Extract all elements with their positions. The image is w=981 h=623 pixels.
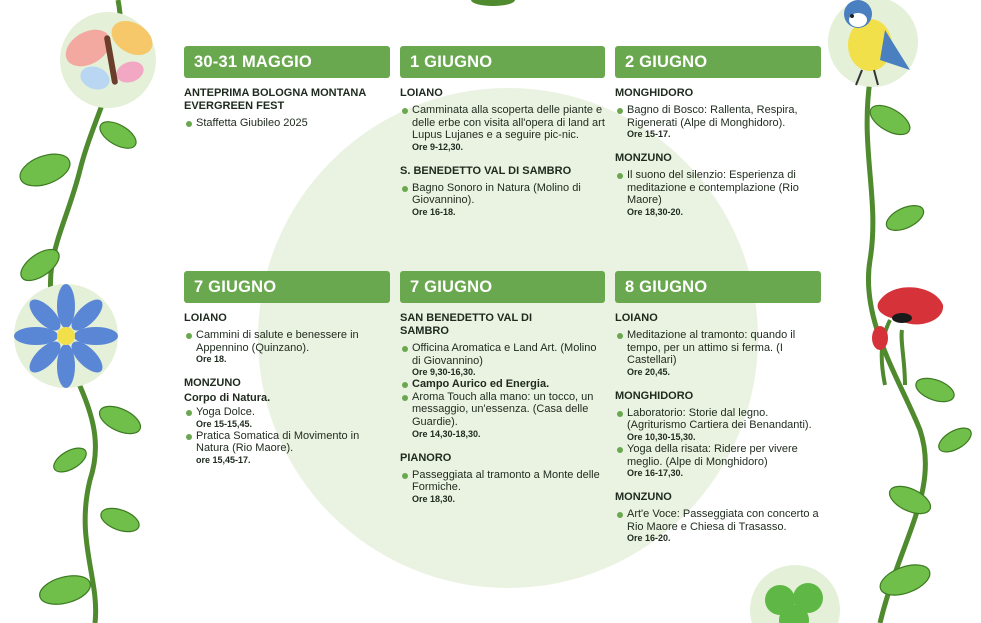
event-list (184, 430, 390, 455)
day-header: 30-31 MAGGIO (184, 46, 390, 78)
bird-icon (844, 0, 910, 85)
event-time: Ore 10,30-15,30. (627, 431, 696, 442)
event-time: Ore 15-15,45. (196, 418, 253, 429)
vine-icon (50, 0, 120, 623)
event-time: Ore 14,30-18,30. (412, 428, 481, 439)
location-name: LOIANO (184, 312, 227, 324)
event-list (184, 117, 390, 130)
event-time: Ore 18. (196, 354, 227, 365)
event-list (400, 469, 605, 494)
location-name: MONZUNO (615, 152, 672, 165)
event-item: Art'e Voce: Passeggiata con concerto a Rio Maore e Chiesa di Trasasso. (615, 508, 821, 533)
event-item: Officina Aromatica e Land Art. (Molino di Giovannino) (400, 342, 605, 367)
event-time: Ore 16-20. (627, 533, 671, 544)
event-list (400, 378, 605, 428)
location-name: MONGHIDORO (615, 389, 694, 402)
event-list (615, 508, 821, 533)
day-header: 7 GIUGNO (184, 271, 390, 303)
location-name: PIANORO (400, 451, 452, 464)
event-item: Staffetta Giubileo 2025 (184, 117, 390, 130)
day-block-2-giugno (615, 46, 821, 218)
location-name: MONZUNO (615, 491, 672, 504)
location-name: MONZUNO (184, 377, 241, 390)
day-block-30-31-maggio (184, 46, 390, 130)
event-list (615, 329, 821, 367)
event-list (615, 104, 821, 129)
event-item: Meditazione al tramonto: quando il tempo, per un attimo si ferma. (I Castellari) (615, 329, 821, 367)
event-item: Campo Aurico ed Energia. (400, 378, 605, 391)
location-name: LOIANO (615, 312, 658, 324)
event-list (400, 182, 605, 207)
event-item: Bagno Sonoro in Natura (Molino di Giovannino). (400, 182, 605, 207)
day-header: 7 GIUGNO (400, 271, 605, 303)
event-list (400, 342, 605, 367)
butterfly-icon (59, 14, 158, 93)
event-time: Ore 9-12,30. (412, 141, 464, 152)
daisy-flower-icon (14, 284, 118, 388)
event-item: Aroma Touch alla mano: un tocco, un messaggio, un'essenza. (Casa delle Guardie). (400, 391, 605, 429)
event-list (615, 443, 821, 468)
day-header: 8 GIUGNO (615, 271, 821, 303)
event-time: Ore 15-17. (627, 129, 671, 140)
event-item: Passeggiata al tramonto a Monte delle Formiche. (400, 469, 605, 494)
event-time: Ore 9,30-16,30. (412, 367, 476, 378)
event-subtitle: Corpo di Natura. (184, 392, 271, 405)
event-item: Bagno di Bosco: Rallenta, Respira, Rigenerati (Alpe di Monghidoro). (615, 104, 821, 129)
poppy-flower-icon (872, 287, 943, 385)
location-name: ANTEPRIMA BOLOGNA MONTANA EVERGREEN FEST (184, 87, 366, 112)
event-item: Il suono del silenzio: Esperienza di meditazione e contemplazione (Rio Maore) (615, 169, 821, 207)
location-name: S. BENEDETTO VAL DI SAMBRO (400, 164, 572, 177)
location-name: MONGHIDORO (615, 87, 694, 99)
day-block-8-giugno (615, 271, 821, 544)
day-block-7-giugno-a (184, 271, 390, 466)
clover-icon (765, 583, 823, 623)
location-name: LOIANO (400, 87, 443, 99)
event-item: Cammini di salute e benessere in Appennino (Quinzano). (184, 329, 390, 354)
day-block-7-giugno-b (400, 271, 605, 505)
day-header: 2 GIUGNO (615, 46, 821, 78)
event-time: Ore 18,30-20. (627, 206, 684, 217)
event-list (615, 169, 821, 207)
event-time: Ore 16-17,30. (627, 468, 684, 479)
event-item: Camminata alla scoperta delle piante e delle erbe con visita all'opera di land art Lupus Lujanes e a seguire pic-nic. (400, 104, 605, 142)
event-item: Laboratorio: Storie dal legno. (Agriturismo Cartiera dei Benandanti). (615, 407, 821, 432)
event-list (615, 407, 821, 432)
event-item: Yoga della risata: Ridere per vivere meglio. (Alpe di Monghidoro) (615, 443, 821, 468)
event-item: Pratica Somatica di Movimento in Natura (Rio Maore). (184, 430, 390, 455)
day-block-1-giugno (400, 46, 605, 218)
event-time: Ore 18,30. (412, 493, 456, 504)
location-name: SAN BENEDETTO VAL DI SAMBRO (400, 312, 533, 337)
event-list (184, 329, 390, 354)
day-header: 1 GIUGNO (400, 46, 605, 78)
event-list (400, 104, 605, 142)
event-time: Ore 20,45. (627, 366, 671, 377)
event-time: Ore 16-18. (412, 206, 456, 217)
event-list (184, 406, 390, 419)
event-item: Yoga Dolce. (184, 406, 390, 419)
event-time: ore 15,45-17. (196, 454, 251, 465)
